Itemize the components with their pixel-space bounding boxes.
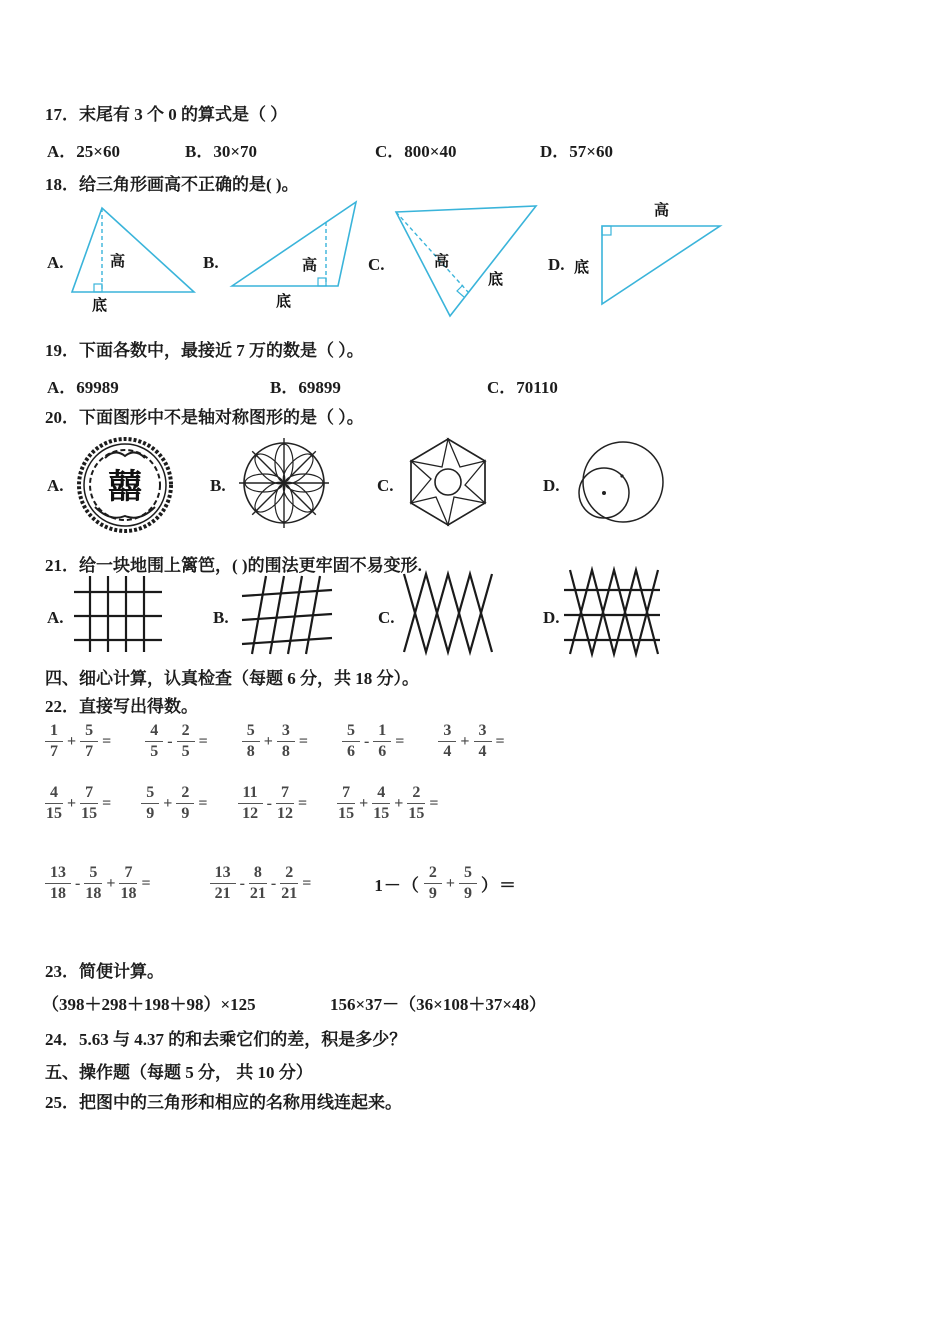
fraction: $\frac{5}{9}$ bbox=[141, 784, 159, 824]
fraction-expression bbox=[342, 722, 408, 762]
q20-figure-circles bbox=[573, 438, 668, 530]
q21-label-a: A. bbox=[47, 608, 64, 627]
base-label: 底 bbox=[574, 260, 590, 276]
fraction: $\frac{13}{21}$ bbox=[210, 864, 236, 904]
fraction-expression bbox=[438, 722, 508, 762]
q23-expression-left: （398＋298＋198＋98）×125 bbox=[42, 995, 256, 1014]
fraction: $\frac{3}{8}$ bbox=[277, 722, 295, 762]
operator: + bbox=[163, 794, 173, 812]
q19-option-b: B．69899 bbox=[270, 378, 341, 397]
q22-row-1 bbox=[45, 722, 509, 762]
fraction: $\frac{5}{6}$ bbox=[342, 722, 360, 762]
q17-option-a: A．25×60 bbox=[47, 142, 120, 161]
q20-label-c: C. bbox=[377, 476, 394, 495]
fraction: $\frac{2}{15}$ bbox=[408, 784, 425, 823]
question-19-stem: 19．下面各数中，最接近 7 万的数是（ ）。 bbox=[45, 341, 364, 360]
height-label: 高 bbox=[110, 254, 126, 270]
q22-row-2 bbox=[45, 784, 442, 824]
operator: + bbox=[394, 794, 404, 812]
fraction-expression bbox=[370, 864, 521, 904]
base-label: 底 bbox=[488, 272, 504, 288]
q22-fraction-exercises bbox=[45, 722, 905, 952]
fraction: $\frac{7}{18}$ bbox=[120, 864, 137, 903]
q20-figure-papercut bbox=[75, 432, 175, 540]
fraction-expression bbox=[45, 722, 115, 762]
triangle-lattice-icon bbox=[562, 566, 662, 658]
question-20-stem: 20．下面图形中不是轴对称图形的是（ ）。 bbox=[45, 408, 364, 427]
q20-figure-pinwheel bbox=[402, 436, 494, 528]
fraction-expression bbox=[145, 722, 211, 762]
q20-label-d: D. bbox=[543, 476, 560, 495]
operator: ）＝ bbox=[480, 876, 517, 896]
operator: = bbox=[102, 732, 112, 750]
pinwheel-hexagon-icon bbox=[402, 436, 494, 528]
q19-option-a: A．69989 bbox=[47, 378, 119, 397]
operator: + bbox=[460, 732, 470, 750]
fraction: $\frac{4}{15}$ bbox=[46, 784, 62, 823]
q21-figure-cross-lattice bbox=[400, 568, 500, 656]
question-23-stem: 23．简便计算。 bbox=[45, 962, 164, 981]
fraction-expression bbox=[238, 784, 312, 824]
fraction: $\frac{7}{15}$ bbox=[338, 784, 355, 823]
triangle-c-figure bbox=[392, 200, 542, 322]
operator: - bbox=[270, 874, 277, 892]
section-4-title: 四、细心计算，认真检查（每题 6 分，共 18 分）。 bbox=[45, 669, 419, 688]
two-circles-icon bbox=[573, 438, 668, 530]
q20-label-b: B. bbox=[210, 476, 226, 495]
fraction: $\frac{2}{9}$ bbox=[424, 864, 442, 904]
operator: = bbox=[495, 732, 505, 750]
fraction: $\frac{1}{6}$ bbox=[373, 722, 391, 762]
fraction: $\frac{5}{18}$ bbox=[85, 864, 102, 903]
base-label: 底 bbox=[92, 298, 108, 314]
fraction: $\frac{5}{9}$ bbox=[459, 864, 477, 904]
operator: + bbox=[263, 732, 273, 750]
question-21-stem: 21．给一块地围上篱笆，( )的围法更牢固不易变形. bbox=[45, 556, 422, 575]
q18-triangle-a bbox=[66, 200, 201, 315]
triangle-a-figure bbox=[66, 200, 201, 315]
slanted-grid-icon bbox=[236, 570, 336, 658]
fraction: $\frac{2}{5}$ bbox=[177, 722, 195, 762]
q17-option-b: B．30×70 bbox=[185, 142, 258, 161]
section-5-title: 五、操作题（每题 5 分， 共 10 分） bbox=[45, 1063, 313, 1082]
operator: = bbox=[429, 794, 439, 812]
operator: = bbox=[198, 794, 208, 812]
operator: = bbox=[102, 794, 112, 812]
fraction: $\frac{8}{21}$ bbox=[249, 864, 266, 903]
q22-row-3 bbox=[45, 864, 521, 904]
triangle-b-figure bbox=[226, 196, 366, 314]
operator: 1－（ bbox=[374, 876, 420, 896]
fraction-expression bbox=[337, 784, 442, 824]
q21-label-c: C. bbox=[378, 608, 395, 627]
q21-label-d: D. bbox=[543, 608, 560, 627]
height-label: 高 bbox=[654, 203, 670, 219]
q18-label-b: B. bbox=[203, 253, 219, 272]
fraction: $\frac{4}{15}$ bbox=[373, 784, 390, 823]
operator: = bbox=[298, 732, 308, 750]
fraction-expression bbox=[242, 722, 312, 762]
operator: = bbox=[297, 794, 308, 812]
operator: + bbox=[67, 732, 77, 750]
operator: - bbox=[239, 874, 245, 892]
double-happiness-char: 囍 bbox=[108, 469, 142, 506]
q21-figure-square-grid bbox=[66, 570, 166, 658]
operator: + bbox=[67, 794, 77, 812]
operator: + bbox=[445, 874, 455, 892]
triangle-d-figure bbox=[572, 200, 732, 312]
question-18-stem: 18．给三角形画高不正确的是( )。 bbox=[45, 175, 299, 194]
base-label: 底 bbox=[276, 294, 292, 310]
fraction: $\frac{2}{21}$ bbox=[281, 864, 298, 903]
fraction: $\frac{1}{7}$ bbox=[45, 722, 63, 762]
fraction: $\frac{4}{5}$ bbox=[145, 722, 163, 762]
q21-figure-triangle-lattice bbox=[562, 566, 662, 658]
q17-option-c: C．800×40 bbox=[375, 142, 457, 161]
q21-label-b: B. bbox=[213, 608, 229, 627]
fraction: $\frac{11}{12}$ bbox=[238, 784, 263, 824]
question-22-stem: 22．直接写出得数。 bbox=[45, 697, 198, 716]
operator: = bbox=[395, 732, 405, 750]
operator: = bbox=[198, 732, 208, 750]
fraction: $\frac{7}{12}$ bbox=[276, 784, 293, 823]
question-25-stem: 25．把图中的三角形和相应的名称用线连起来。 bbox=[45, 1093, 402, 1112]
fraction-expression bbox=[45, 864, 155, 904]
question-17-stem: 17．末尾有 3 个 0 的算式是（ ） bbox=[45, 105, 288, 124]
fraction: $\frac{7}{15}$ bbox=[81, 784, 98, 823]
fraction: $\frac{5}{8}$ bbox=[242, 722, 260, 762]
q20-figure-rosette bbox=[238, 436, 330, 530]
operator: - bbox=[167, 732, 173, 750]
q18-label-c: C. bbox=[368, 255, 385, 274]
fraction: $\frac{3}{4}$ bbox=[474, 722, 492, 762]
square-grid-icon bbox=[66, 570, 166, 658]
q23-expression-right: 156×37－（36×108＋37×48） bbox=[330, 995, 547, 1014]
q18-triangle-d bbox=[572, 200, 732, 312]
fraction: $\frac{5}{7}$ bbox=[80, 722, 98, 762]
operator: + bbox=[106, 874, 116, 892]
q21-figure-slanted-grid bbox=[236, 570, 336, 658]
operator: + bbox=[359, 794, 369, 812]
height-label: 高 bbox=[302, 258, 318, 274]
fraction-expression bbox=[210, 864, 316, 904]
papercut-medallion-icon bbox=[75, 432, 175, 540]
height-label: 高 bbox=[434, 254, 450, 270]
fraction: $\frac{13}{18}$ bbox=[45, 864, 71, 904]
q18-label-d: D. bbox=[548, 255, 565, 274]
operator: = bbox=[141, 874, 151, 892]
q18-triangle-b bbox=[226, 196, 366, 314]
operator: - bbox=[266, 794, 272, 812]
question-24-stem: 24．5.63 与 4.37 的和去乘它们的差，积是多少？ bbox=[45, 1030, 407, 1049]
q19-option-c: C．70110 bbox=[487, 378, 558, 397]
q18-triangle-c bbox=[392, 200, 542, 322]
fraction: $\frac{2}{9}$ bbox=[176, 784, 194, 824]
flower-rosette-icon bbox=[238, 436, 330, 530]
q20-label-a: A. bbox=[47, 476, 64, 495]
q18-label-a: A. bbox=[47, 253, 64, 272]
q17-option-d: D．57×60 bbox=[540, 142, 613, 161]
fraction-expression bbox=[45, 784, 115, 824]
cross-lattice-icon bbox=[400, 568, 500, 656]
fraction: $\frac{3}{4}$ bbox=[438, 722, 456, 762]
operator: = bbox=[302, 874, 312, 892]
fraction-expression bbox=[141, 784, 211, 824]
operator: - bbox=[363, 732, 370, 750]
operator: - bbox=[75, 874, 81, 892]
